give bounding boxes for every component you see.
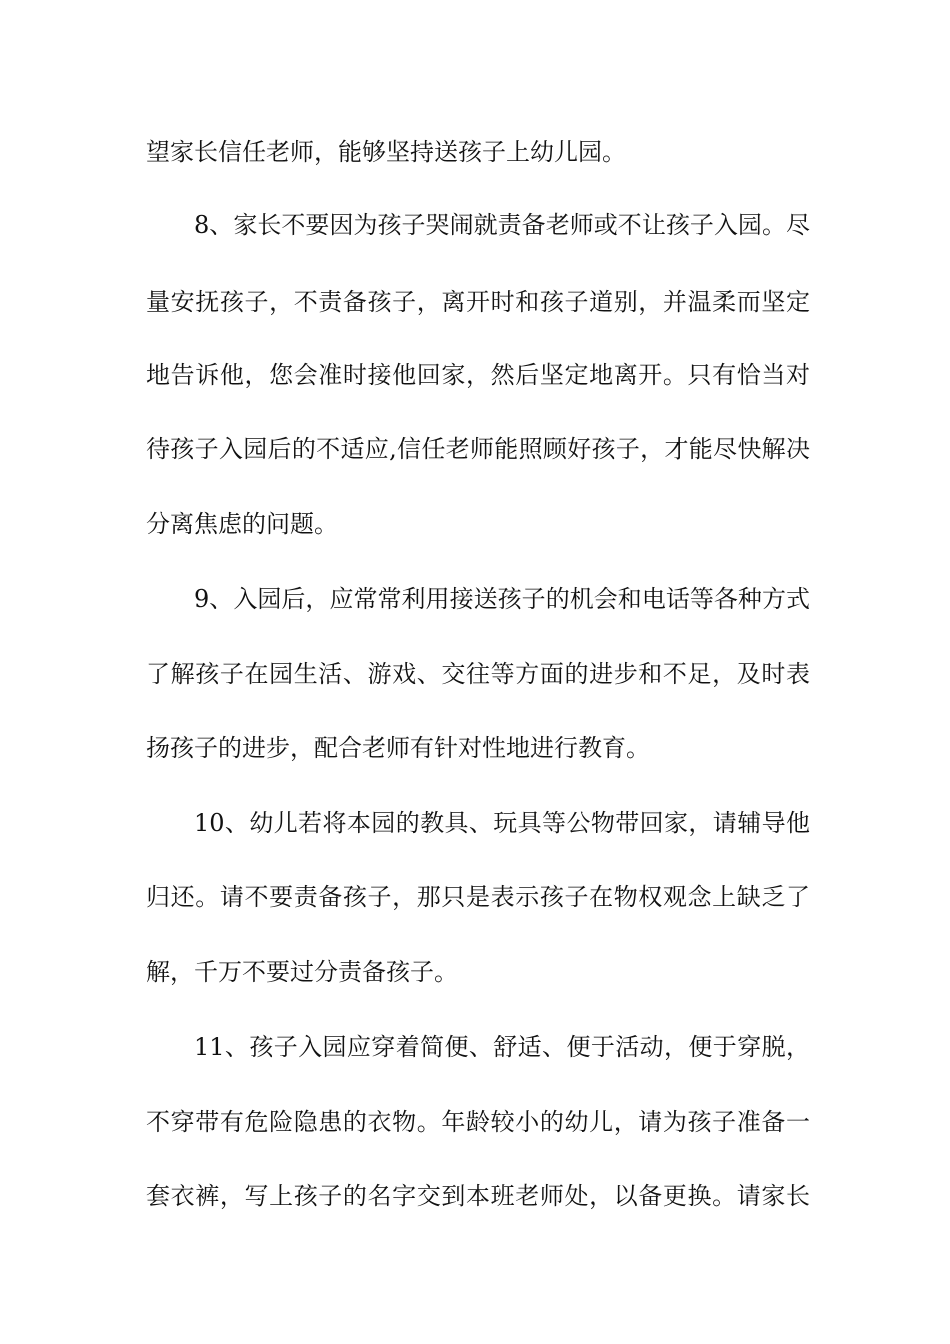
paragraph-line: 8、家长不要因为孩子哭闹就责备老师或不让孩子入园。尽 — [194, 211, 810, 239]
paragraph-line: 套衣裤，写上孩子的名字交到本班老师处，以备更换。请家长 — [146, 1182, 810, 1210]
paragraph-line: 量安抚孩子，不责备孩子，离开时和孩子道别，并温柔而坚定 — [146, 288, 810, 316]
paragraph-line: 解，千万不要过分责备孩子。 — [146, 958, 458, 986]
paragraph-line: 9、入园后，应常常利用接送孩子的机会和电话等各种方式 — [194, 585, 810, 613]
paragraph-line: 地告诉他，您会准时接他回家，然后坚定地离开。只有恰当对 — [146, 361, 810, 389]
paragraph-line: 了解孩子在园生活、游戏、交往等方面的进步和不足，及时表 — [146, 660, 810, 688]
paragraph-line: 望家长信任老师，能够坚持送孩子上幼儿园。 — [146, 138, 626, 166]
paragraph-line: 待孩子入园后的不适应,信任老师能照顾好孩子，才能尽快解决 — [146, 435, 810, 463]
paragraph-line: 不穿带有危险隐患的衣物。年龄较小的幼儿，请为孩子准备一 — [146, 1108, 810, 1136]
paragraph-line: 10、幼儿若将本园的教具、玩具等公物带回家，请辅导他 — [194, 809, 810, 837]
paragraph-line: 扬孩子的进步，配合老师有针对性地进行教育。 — [146, 734, 650, 762]
paragraph-line: 11、孩子入园应穿着简便、舒适、便于活动，便于穿脱， — [194, 1033, 810, 1061]
paragraph-line: 归还。请不要责备孩子，那只是表示孩子在物权观念上缺乏了 — [146, 883, 810, 911]
paragraph-line: 分离焦虑的问题。 — [146, 510, 338, 538]
